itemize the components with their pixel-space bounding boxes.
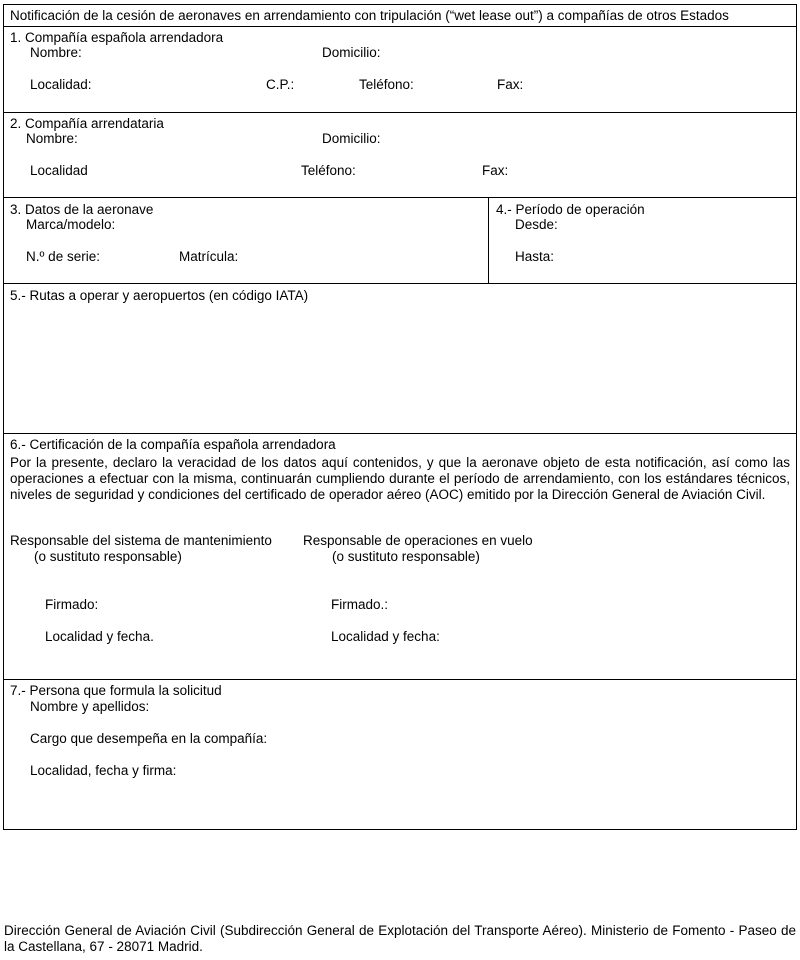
section4-heading: 4.- Período de operación (496, 202, 645, 217)
section3-heading: 3. Datos de la aeronave (10, 202, 154, 217)
section6-localidad-fecha-right: Localidad y fecha: (331, 629, 440, 644)
divider-header (3, 26, 797, 27)
section6-localidad-fecha-left: Localidad y fecha. (45, 629, 154, 644)
section4-desde-label: Desde: (515, 217, 558, 232)
section3-matricula-label: Matrícula: (179, 249, 239, 264)
section2-fax-label: Fax: (482, 163, 509, 178)
divider-section5 (3, 433, 797, 434)
section3-serie-label: N.º de serie: (26, 249, 100, 264)
section2-nombre-label: Nombre: (26, 131, 78, 146)
divider-section3 (3, 283, 797, 284)
section4-hasta-label: Hasta: (515, 249, 555, 264)
divider-section1 (3, 112, 797, 113)
section3-marca-label: Marca/modelo: (26, 217, 116, 232)
divider-section6 (3, 679, 797, 680)
section6-resp-mantenimiento: Responsable del sistema de mantenimiento (10, 533, 272, 548)
section6-certification-text: Por la presente, declaro la veracidad de los datos aquí contenidos, y que la aeronave objeto de esta notificación, así como las operaciones a efectuar con la misma, continuarán cumpliendo durante el período de arrendamiento, con los estándares técnicos, niveles de seguridad y condiciones del certificado de operador aéreo (AOC) emitido por la Dirección General de Aviación Civil. (10, 455, 790, 502)
section6-resp-operaciones-sub: (o sustituto responsable) (332, 549, 480, 564)
form-title: Notificación de la cesión de aeronaves en arrendamiento con tripulación (“wet lease out”) a compañías de otros Estados (10, 8, 729, 23)
section1-domicilio-label: Domicilio: (322, 45, 381, 60)
section2-heading: 2. Compañía arrendataria (10, 116, 164, 131)
section6-resp-operaciones: Responsable de operaciones en vuelo (303, 533, 533, 548)
section6-firmado-right: Firmado.: (331, 597, 389, 612)
section7-cargo-label: Cargo que desempeña en la compañía: (30, 731, 268, 746)
footer-address: Dirección General de Aviación Civil (Subdirección General de Explotación del Transporte Aéreo). Ministerio de Fomento - Paseo de la Castellana, 67 - 28071 Madrid. (4, 923, 796, 954)
section6-resp-mantenimiento-sub: (o sustituto responsable) (34, 549, 182, 564)
section2-domicilio-label: Domicilio: (322, 131, 381, 146)
section7-nombre-label: Nombre y apellidos: (30, 699, 150, 714)
divider-section3-4 (488, 197, 489, 283)
section1-heading: 1. Compañía española arrendadora (10, 30, 224, 45)
section7-lugar-label: Localidad, fecha y firma: (30, 763, 177, 778)
section2-localidad-label: Localidad (30, 163, 88, 178)
section2-telefono-label: Teléfono: (301, 163, 356, 178)
divider-section2 (3, 197, 797, 198)
section6-heading: 6.- Certificación de la compañía española arrendadora (10, 437, 336, 452)
section1-telefono-label: Teléfono: (359, 77, 414, 92)
section1-localidad-label: Localidad: (30, 77, 92, 92)
section7-heading: 7.- Persona que formula la solicitud (10, 683, 222, 698)
section6-firmado-left: Firmado: (45, 597, 99, 612)
section5-heading: 5.- Rutas a operar y aeropuertos (en código IATA) (10, 288, 309, 303)
section1-fax-label: Fax: (497, 77, 524, 92)
section1-cp-label: C.P.: (266, 77, 295, 92)
section1-nombre-label: Nombre: (30, 45, 82, 60)
